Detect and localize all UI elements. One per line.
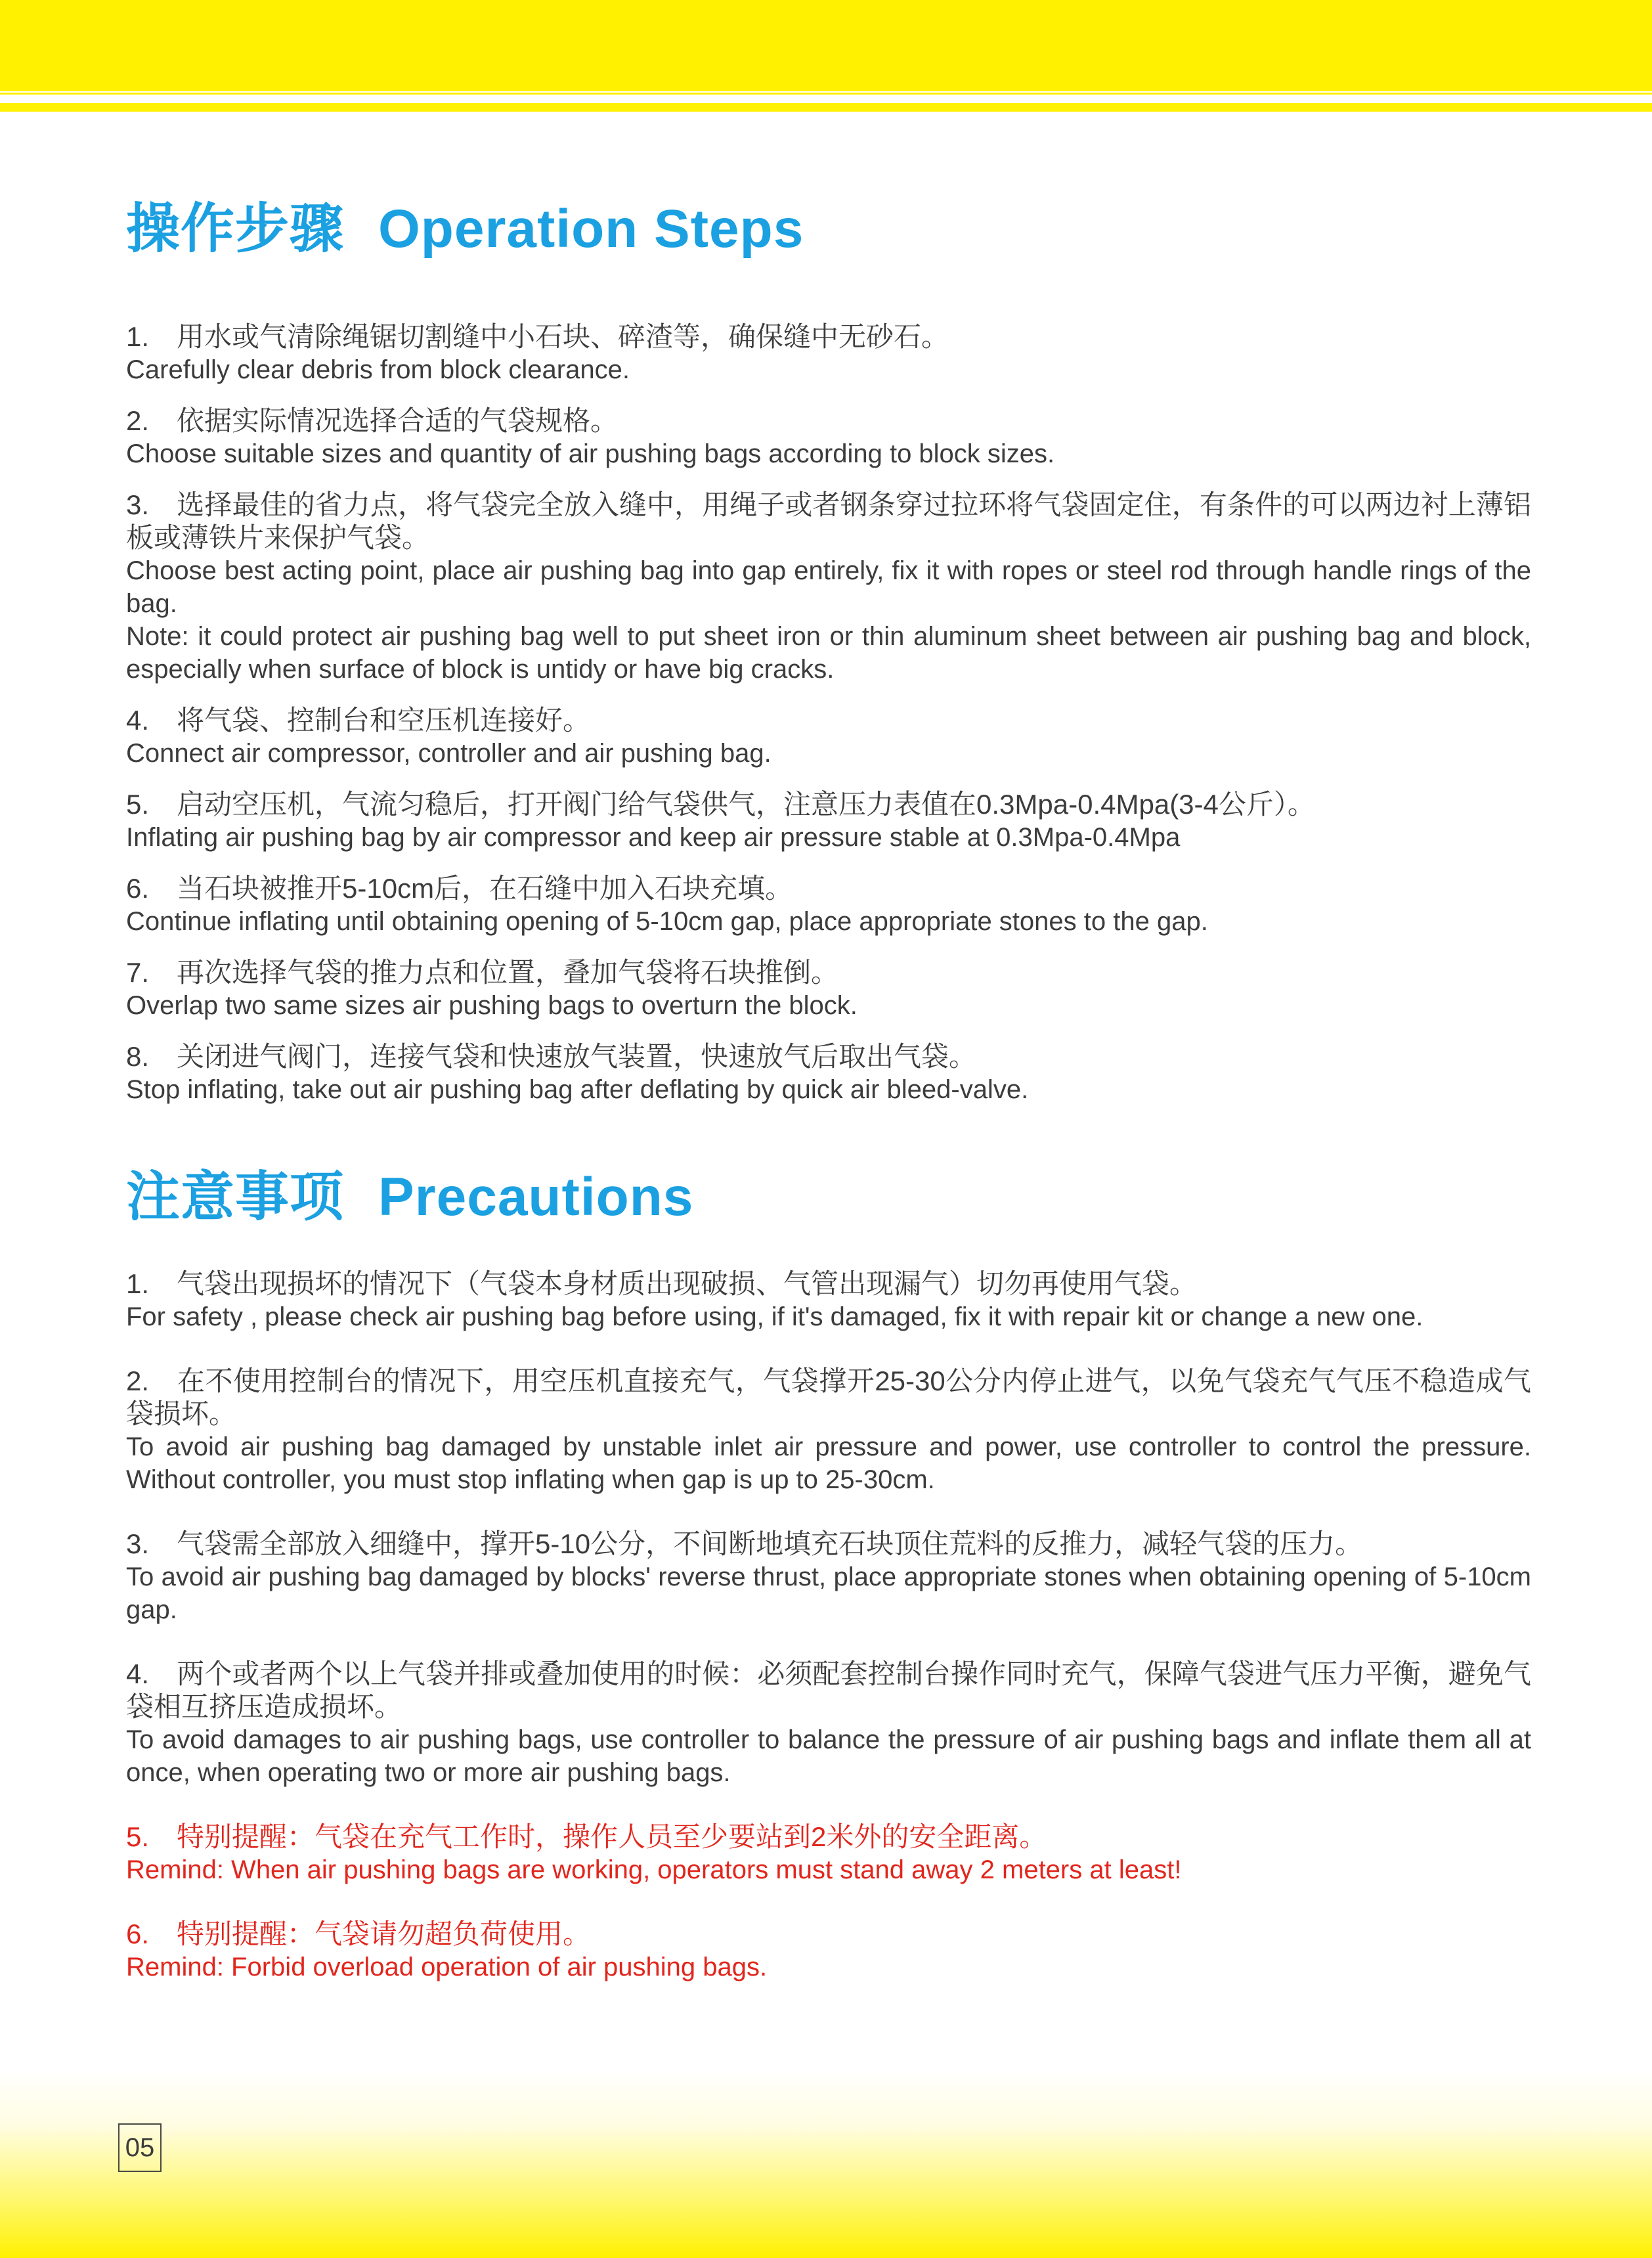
step-4 [126, 704, 1531, 770]
precaution-3-en: To avoid air pushing bag damaged by blocks' reverse thrust, place appropriate stones when obtaining opening of 5-10cm gap. [126, 1562, 1531, 1624]
precaution-5-zh: 5. 特别提醒：气袋在充气工作时，操作人员至少要站到2米外的安全距离。 [126, 1821, 1047, 1852]
step-8-zh: 8. 关闭进气阀门，连接气袋和快速放气装置，快速放气后取出气袋。 [126, 1041, 977, 1072]
step-5 [126, 788, 1531, 854]
page-number: 05 [125, 2133, 155, 2162]
precautions-list [126, 1268, 1531, 1983]
precaution-2-en: To avoid air pushing bag damaged by unstable inlet air pressure and power, use controller to control the pressure. Without controller, you must stop inflating when gap is up to 25-30cm. [126, 1432, 1531, 1494]
step-6-zh: 6. 当石块被推开5-10cm后，在石缝中加入石块充填。 [126, 873, 793, 904]
step-6-en: Continue inflating until obtaining opening of 5-10cm gap, place appropriate stones to the gap. [126, 907, 1208, 936]
precaution-2-zh: 2. 在不使用控制台的情况下，用空压机直接充气，气袋撑开25-30公分内停止进气，以免气袋充气气压不稳造成气袋损坏。 [126, 1365, 1531, 1429]
page-content [126, 197, 1531, 2015]
step-1 [126, 321, 1531, 386]
step-3-note: Note: it could protect air pushing bag well to put sheet iron or thin aluminum sheet between air pushing bag and block, especially when surface of block is untidy or have big cracks. [126, 622, 1531, 684]
step-7-en: Overlap two same sizes air pushing bags to overturn the block. [126, 991, 858, 1020]
precaution-6-warning [126, 1918, 1531, 1983]
step-7 [126, 956, 1531, 1022]
section-title-zh: 操作步骤 [126, 199, 345, 259]
precaution-1 [126, 1268, 1531, 1333]
step-8 [126, 1040, 1531, 1106]
top-thin-yellow-line [0, 93, 1652, 95]
bottom-gradient-band [0, 2069, 1652, 2258]
page-number-badge [118, 2123, 162, 2172]
step-8-en: Stop inflating, take out air pushing bag after deflating by quick air bleed-valve. [126, 1075, 1029, 1104]
section-title-en: Precautions [378, 1167, 694, 1227]
step-2-zh: 2. 依据实际情况选择合适的气袋规格。 [126, 405, 619, 436]
section-title-zh: 注意事项 [126, 1167, 345, 1227]
precaution-5-en: Remind: When air pushing bags are working, operators must stand away 2 meters at least! [126, 1855, 1182, 1884]
top-yellow-band [0, 0, 1652, 91]
precaution-6-zh: 6. 特别提醒：气袋请勿超负荷使用。 [126, 1918, 591, 1949]
section-title-operation-steps [126, 197, 1531, 261]
step-1-en: Carefully clear debris from block clearance. [126, 355, 630, 384]
precaution-1-en: For safety , please check air pushing bag before using, if it's damaged, fix it with repair kit or change a new one. [126, 1302, 1424, 1331]
step-5-en: Inflating air pushing bag by air compressor and keep air pressure stable at 0.3Mpa-0.4Mpa [126, 823, 1181, 852]
step-2 [126, 405, 1531, 470]
section-title-precautions [126, 1165, 1531, 1229]
top-yellow-stripe [0, 103, 1652, 112]
operation-steps-list [126, 321, 1531, 1106]
precaution-4 [126, 1658, 1531, 1789]
precaution-1-zh: 1. 气袋出现损坏的情况下（气袋本身材质出现破损、气管出现漏气）切勿再使用气袋。 [126, 1268, 1198, 1299]
section-title-en: Operation Steps [378, 199, 804, 259]
precaution-3-zh: 3. 气袋需全部放入细缝中，撑开5-10公分，不间断地填充石块顶住荒料的反推力，减轻气袋的压力。 [126, 1528, 1363, 1559]
step-3 [126, 489, 1531, 686]
step-3-en: Choose best acting point, place air pushing bag into gap entirely, fix it with ropes or steel rod through handle rings of the bag. [126, 556, 1531, 618]
step-3-zh: 3. 选择最佳的省力点，将气袋完全放入缝中，用绳子或者钢条穿过拉环将气袋固定住，有条件的可以两边衬上薄铝板或薄铁片来保护气袋。 [126, 489, 1531, 553]
step-6 [126, 872, 1531, 938]
step-4-en: Connect air compressor, controller and air pushing bag. [126, 739, 772, 768]
precaution-6-en: Remind: Forbid overload operation of air pushing bags. [126, 1953, 768, 1981]
step-1-zh: 1. 用水或气清除绳锯切割缝中小石块、碎渣等，确保缝中无砂石。 [126, 321, 949, 352]
precaution-3 [126, 1528, 1531, 1626]
step-2-en: Choose suitable sizes and quantity of air pushing bags according to block sizes. [126, 439, 1055, 468]
step-5-zh: 5. 启动空压机，气流匀稳后，打开阀门给气袋供气，注意压力表值在0.3Mpa-0.4Mpa(3-4公斤）。 [126, 789, 1315, 820]
precaution-2 [126, 1365, 1531, 1496]
precaution-4-zh: 4. 两个或者两个以上气袋并排或叠加使用的时候：必须配套控制台操作同时充气，保障气袋进气压力平衡，避免气袋相互挤压造成损坏。 [126, 1658, 1531, 1722]
step-7-zh: 7. 再次选择气袋的推力点和位置，叠加气袋将石块推倒。 [126, 957, 839, 988]
precaution-4-en: To avoid damages to air pushing bags, use controller to balance the pressure of air pushing bags and inflate them all at once, when operating two or more air pushing bags. [126, 1725, 1531, 1787]
precaution-5-warning [126, 1821, 1531, 1886]
step-4-zh: 4. 将气袋、控制台和空压机连接好。 [126, 705, 591, 736]
